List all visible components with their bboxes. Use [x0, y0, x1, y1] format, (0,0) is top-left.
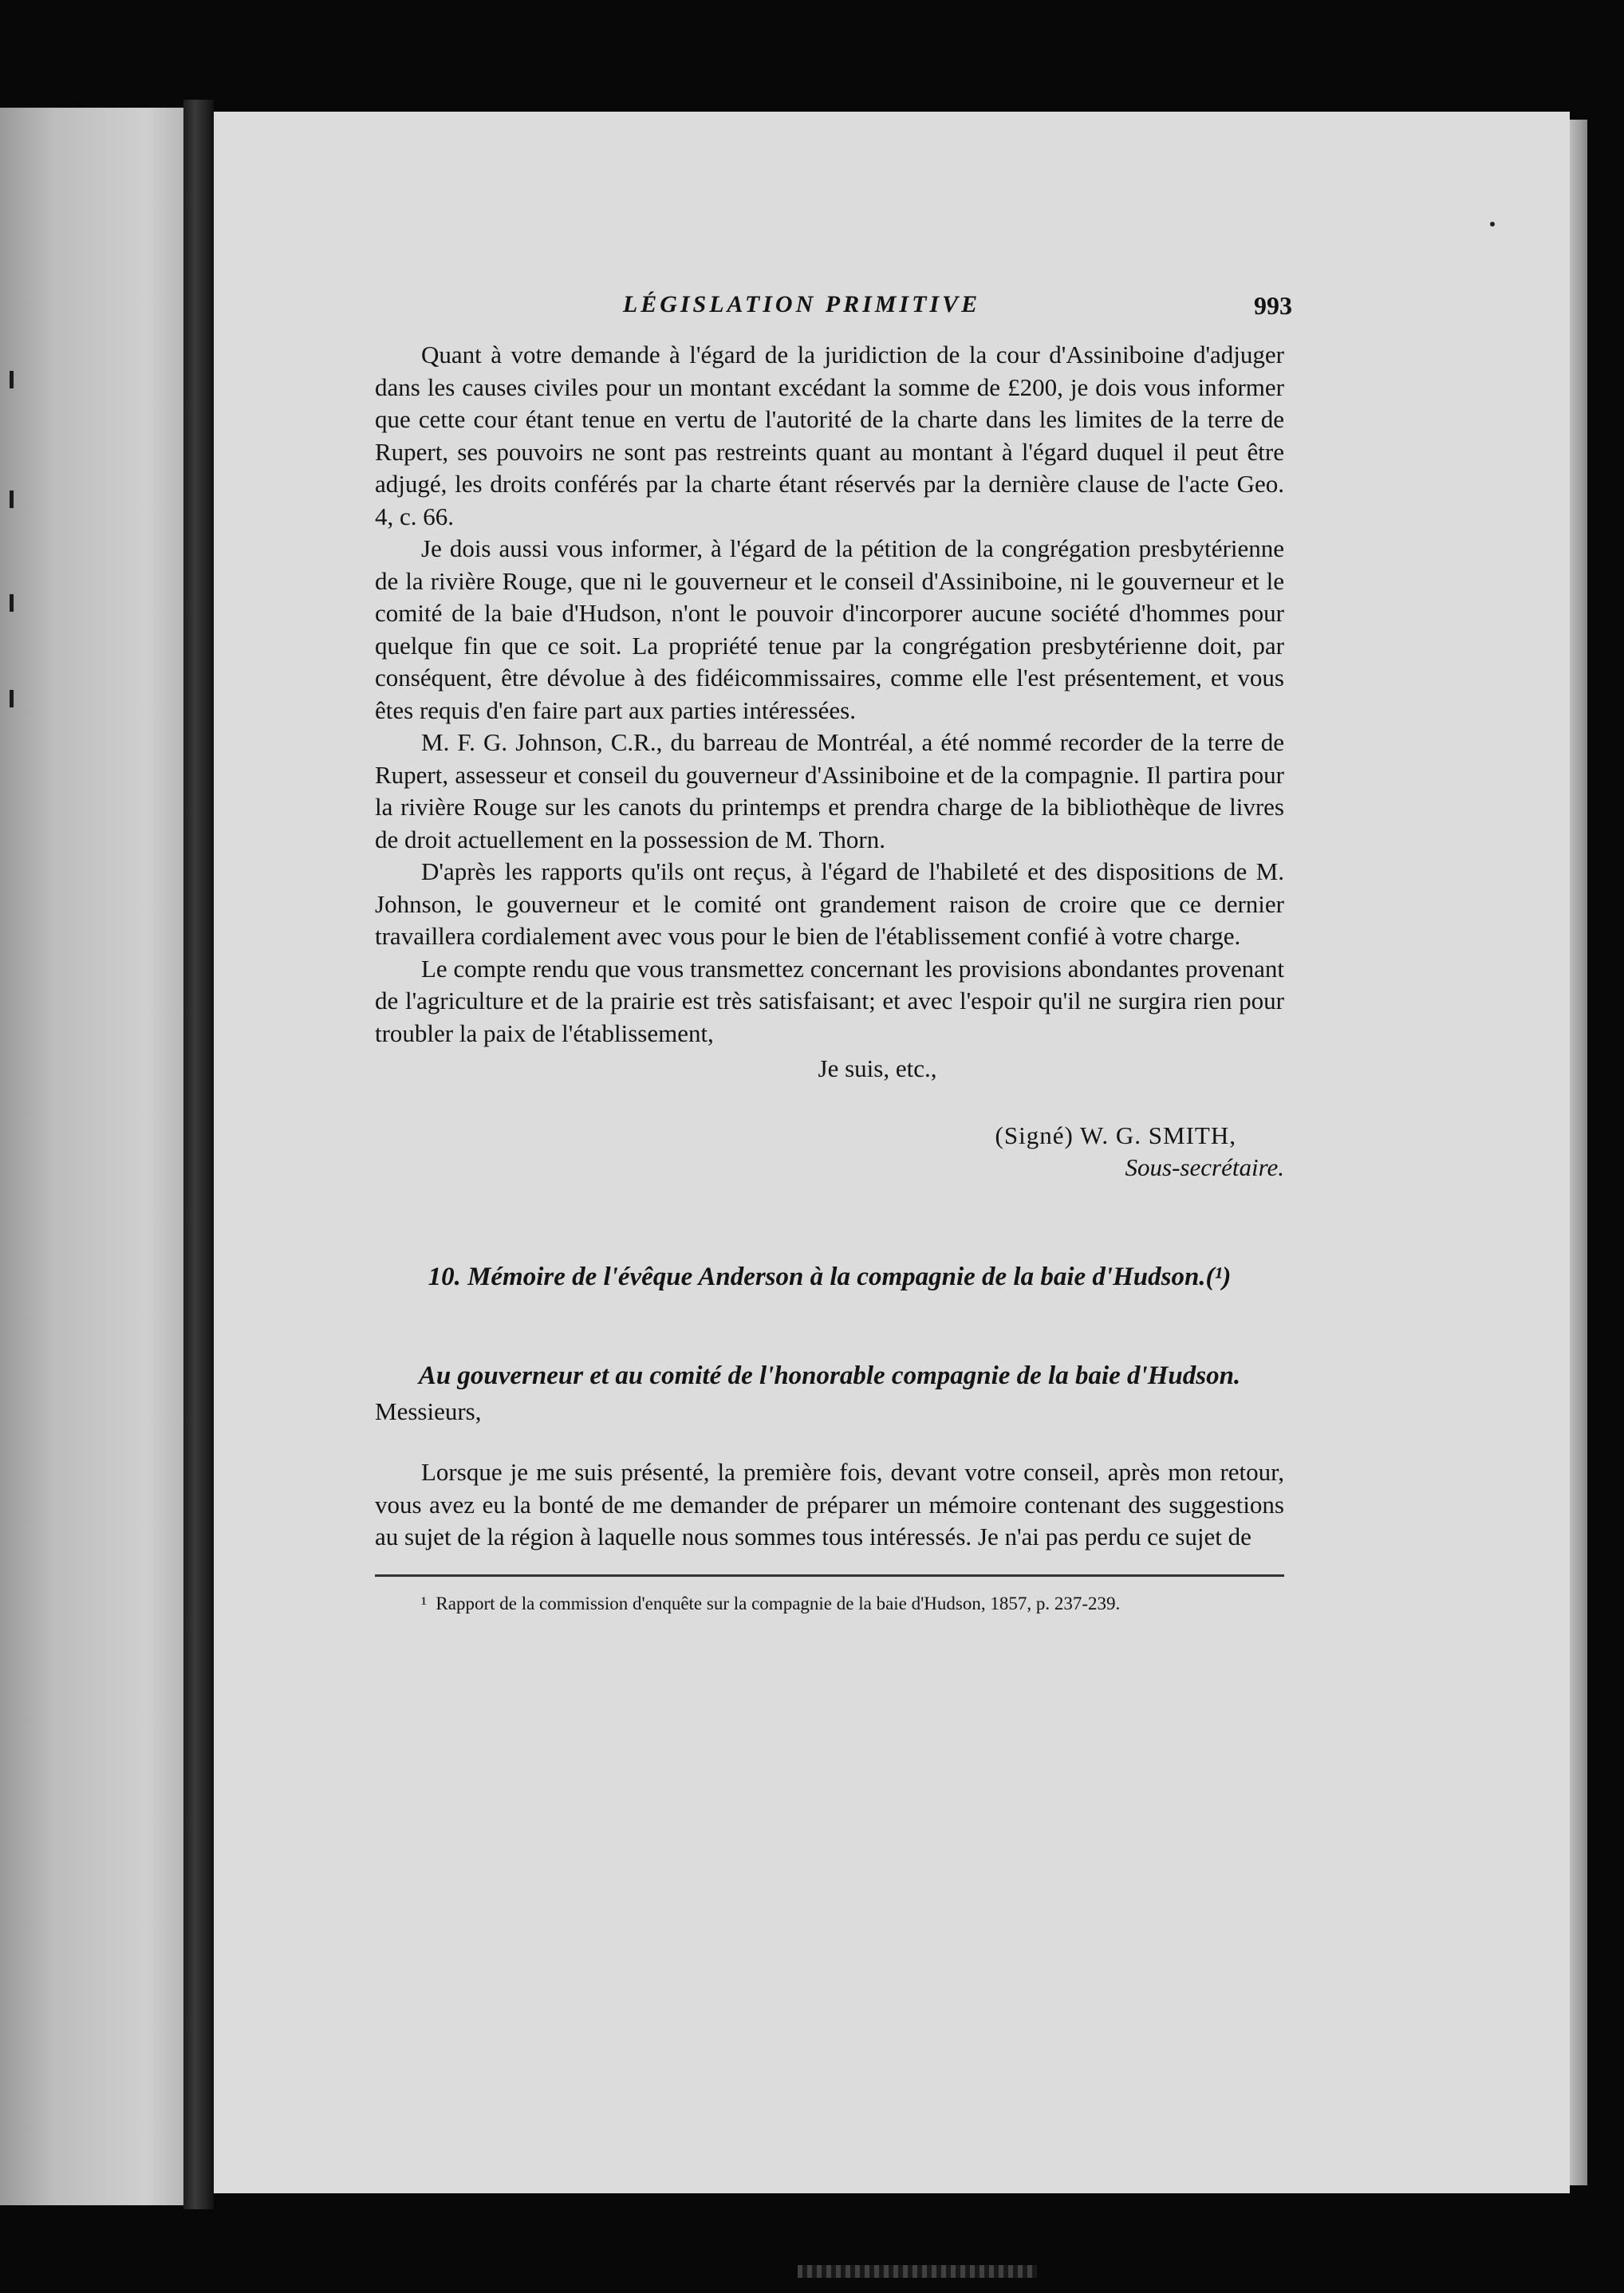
footnote-marker: ¹ [421, 1593, 427, 1613]
body-paragraph: Quant à votre demande à l'égard de la juridiction de la cour d'Assiniboine d'adjuger dans les causes civiles pour un montant excédant la somme de £200, je dois vous informer que cette cour étant tenue en vertu de l'autorité de la charte dans les limites de la terre de Rupert, ses pouvoirs ne sont pas restreints quant au montant à l'égard duquel il peut être adjugé, les droits conférés par la charte étant réservés par la dernière clause de l'acte Geo. 4, c. 66. [375, 341, 1284, 530]
running-title: LÉGISLATION PRIMITIVE [622, 291, 981, 317]
page-header [375, 291, 1292, 339]
body-paragraph: Je dois aussi vous informer, à l'égard de la pétition de la congrégation presbytérienne de la rivière Rouge, que ni le gouverneur et le conseil d'Assiniboine, ni le gouverneur et le comité de la baie d'Hudson, n'ont le pouvoir d'incorporer aucune société d'hommes pour quelque fin que ce soit. La propriété tenue par la congrégation presbytérienne doit, par conséquent, être dévolue à des fidéicommissaires, comme elle l'est présentement, et vous êtes requis d'en faire part aux parties intéressées. [375, 534, 1284, 724]
section-title [375, 1260, 1284, 1294]
footnote [375, 1593, 1284, 1615]
body-paragraph: Lorsque je me suis présenté, la première fois, devant votre conseil, après mon retour, vous avez eu la bonté de me demander de préparer un mémoire contenant des suggestions au sujet de la région à laquelle nous sommes tous intéressés. Je n'ai pas perdu ce sujet de [375, 1458, 1284, 1550]
facing-page-edge [0, 108, 183, 2205]
section-title-text: 10. Mémoire de l'évêque Anderson à la compagnie de la baie d'Hudson. [428, 1263, 1206, 1291]
salutation: Messieurs, [375, 1397, 482, 1425]
page-number: 993 [1254, 291, 1292, 320]
margin-mark [10, 371, 14, 388]
margin-mark [10, 491, 14, 508]
margin-mark [10, 690, 14, 707]
letter-address: Au gouverneur et au comité de l'honorable compagnie de la baie d'Hudson. [418, 1361, 1241, 1390]
body-paragraph: D'après les rapports qu'ils ont reçus, à l'égard de l'habileté et des dispositions de M. Johnson, le gouverneur et le comité ont grandement raison de croire que ce dernier travaillera cordialement avec vous pour le bien de l'établissement confié à votre charge. [375, 857, 1284, 950]
signer-title: Sous-secrétaire. [1125, 1153, 1284, 1181]
footnote-divider [375, 1574, 1284, 1577]
page-edge [1570, 120, 1587, 2185]
signature: (Signé) W. G. SMITH, [995, 1121, 1236, 1149]
book-gutter [183, 100, 214, 2209]
scan-artifact [798, 2265, 1037, 2278]
footnote-text: Rapport de la commission d'enquête sur la compagnie de la baie d'Hudson, 1857, p. 237-239. [436, 1593, 1121, 1613]
scan-speck [1490, 222, 1495, 227]
margin-mark [10, 594, 14, 612]
page-content [375, 291, 1292, 1615]
closing: Je suis, etc., [818, 1054, 937, 1082]
body-paragraph: Le compte rendu que vous transmettez concernant les provisions abondantes provenant de l'agriculture et de la prairie est très satisfaisant; et avec l'espoir qu'il ne surgira rien pour troubler la paix de l'établissement, [375, 954, 1284, 1047]
footnote-reference: (¹) [1205, 1263, 1232, 1291]
body-paragraph: M. F. G. Johnson, C.R., du barreau de Montréal, a été nommé recorder de la terre de Rupert, assesseur et conseil du gouverneur d'Assiniboine et de la compagnie. Il partira pour la rivière Rouge sur les canots du printemps et prendra charge de la bibliothèque de livres de droit actuellement en la possession de M. Thorn. [375, 728, 1284, 853]
